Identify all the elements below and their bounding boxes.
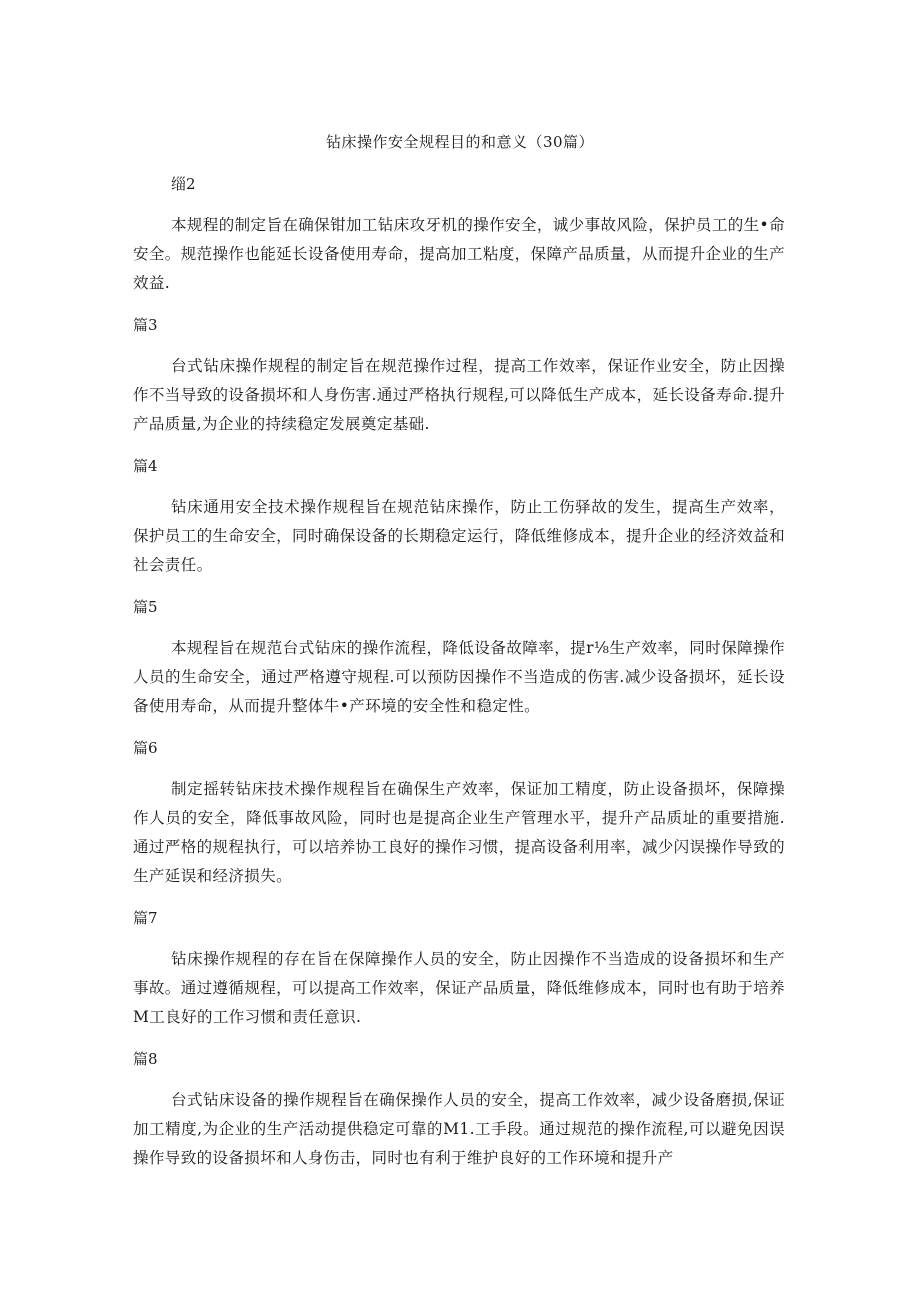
section-paragraph: 本规程旨在规范台式钻床的操作流程，降低设备故障率，提r⅛生产效率，同时保障操作人员的生命安全，通过严格遵守规程.可以预防因操作不当造成的伤害.减少设备损坏，延长设备使用寿命，从而提升整体牛•产环境的安全性和稳定性。	[133, 639, 785, 715]
section	[133, 1048, 785, 1173]
section-paragraph: 台式钻床操作规程的制定旨在规范操作过程，提高工作效率，保证作业安全，防止因操作不当导致的设备损坏和人身伤害.通过严格执行规程,可以降低生产成本，延长设备寿命.提升产品质量,为企业的持续稳定发展奠定基础.	[133, 357, 785, 433]
section-paragraph: 钻床操作规程的存在旨在保障操作人员的安全，防止因操作不当造成的设备损坏和生产事故。通过遵循规程，可以提高工作效率，保证产品质量，降低维修成本，同时也有助于培养M工良好的工作习惯和责任意识.	[133, 950, 785, 1026]
section	[133, 596, 785, 721]
section-heading: 缁2	[171, 175, 196, 193]
section	[133, 314, 785, 439]
section-heading: 篇7	[133, 909, 158, 927]
section-heading: 篇4	[133, 457, 158, 475]
section	[133, 455, 785, 580]
section-paragraph: 钻床通用安全技术操作规程旨在规范钻床操作，防止工伤驿故的发生，提高生产效率，保护员工的生命安全，同时确保设备的长期稳定运行，降低维修成本，提升企业的经济效益和社会责任。	[133, 498, 785, 574]
section-heading: 篇6	[133, 739, 158, 757]
section	[133, 173, 785, 298]
section-heading: 篇3	[133, 316, 158, 334]
section-paragraph: 本规程的制定旨在确保钳加工钻床攻牙机的操作安全，诚少事故风险，保护员工的生•命安全。规范操作也能延长设备使用寿命，提高加工粘度，保障产品质量，从而提升企业的生产效益.	[133, 216, 785, 292]
section-paragraph: 制定摇转钻床技术操作规程旨在确保生产效率，保证加工精度，防止设备损坏，保障操作人员的安全，降低事故风险，同时也是提高企业生产管理水平，提升产品质址的重要措施.通过严格的规程执行，可以培养协工良好的操作习惯，提高设备利用率，减少闪误操作导致的生产延误和经济损失。	[133, 780, 785, 885]
section-heading: 篇8	[133, 1050, 158, 1068]
section-heading: 篇5	[133, 598, 158, 616]
section	[133, 737, 785, 891]
document-title: 钻床操作安全规程目的和意义（30篇）	[325, 133, 595, 151]
document-body	[133, 173, 785, 1189]
section	[133, 907, 785, 1032]
section-paragraph: 台式钻床设备的操作规程旨在确保操作人员的安全，提高工作效率，减少设备磨损,保证加工精度,为企业的生产活动提供稳定可靠的M1.工手段。通过规范的操作流程,可以避免因误操作导致的设备损坏和人身伤击，同时也有利于维护良好的工作环境和提升产	[133, 1091, 785, 1167]
